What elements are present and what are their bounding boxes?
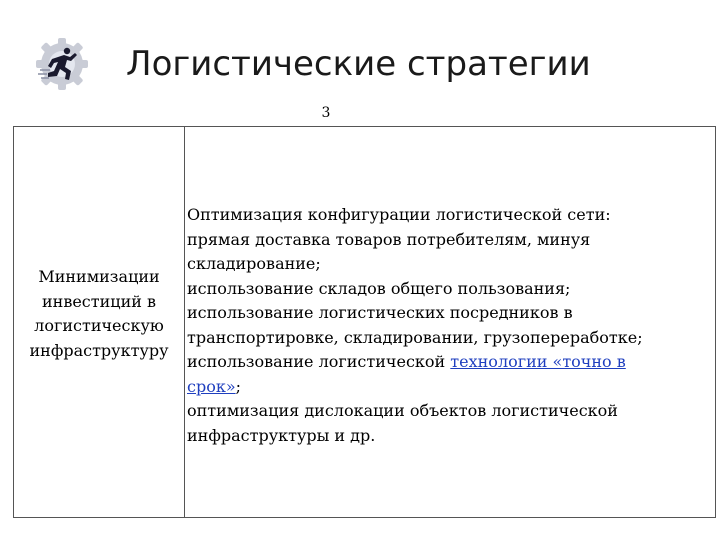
strategy-table xyxy=(13,126,716,518)
strategy-line: инфраструктуру xyxy=(29,340,169,360)
page-number: 3 xyxy=(321,105,331,121)
description-line: использование логистических посредников в xyxy=(187,303,573,322)
strategy-line: логистическую xyxy=(34,316,164,335)
logo-icon xyxy=(34,36,90,92)
description-line: использование складов общего пользования; xyxy=(187,278,571,298)
strategy-line: Минимизации xyxy=(38,267,160,286)
description-line: Оптимизация конфигурации логистической сети: xyxy=(187,205,611,224)
description-text: использование логистической xyxy=(187,352,451,371)
column-divider xyxy=(184,127,185,517)
slide-title: Логистические стратегии xyxy=(126,44,591,84)
description-line: складирование; xyxy=(187,254,321,273)
jit-technology-link[interactable]: технологии «точно в xyxy=(450,352,626,371)
strategy-name-cell xyxy=(14,265,184,363)
description-line: транспортировке, складировании, грузопереработке; xyxy=(187,327,643,347)
strategy-line: инвестиций в xyxy=(42,291,156,311)
strategy-description-cell xyxy=(187,203,707,448)
description-text: ; xyxy=(235,376,242,396)
description-line-with-link xyxy=(187,350,707,375)
description-line: оптимизация дислокации объектов логистической xyxy=(187,401,618,420)
description-line: инфраструктуры и др. xyxy=(187,425,376,445)
description-line: прямая доставка товаров потребителям, минуя xyxy=(187,229,591,249)
jit-technology-link-continued[interactable]: срок» xyxy=(187,376,236,396)
description-line-with-link xyxy=(187,375,707,400)
